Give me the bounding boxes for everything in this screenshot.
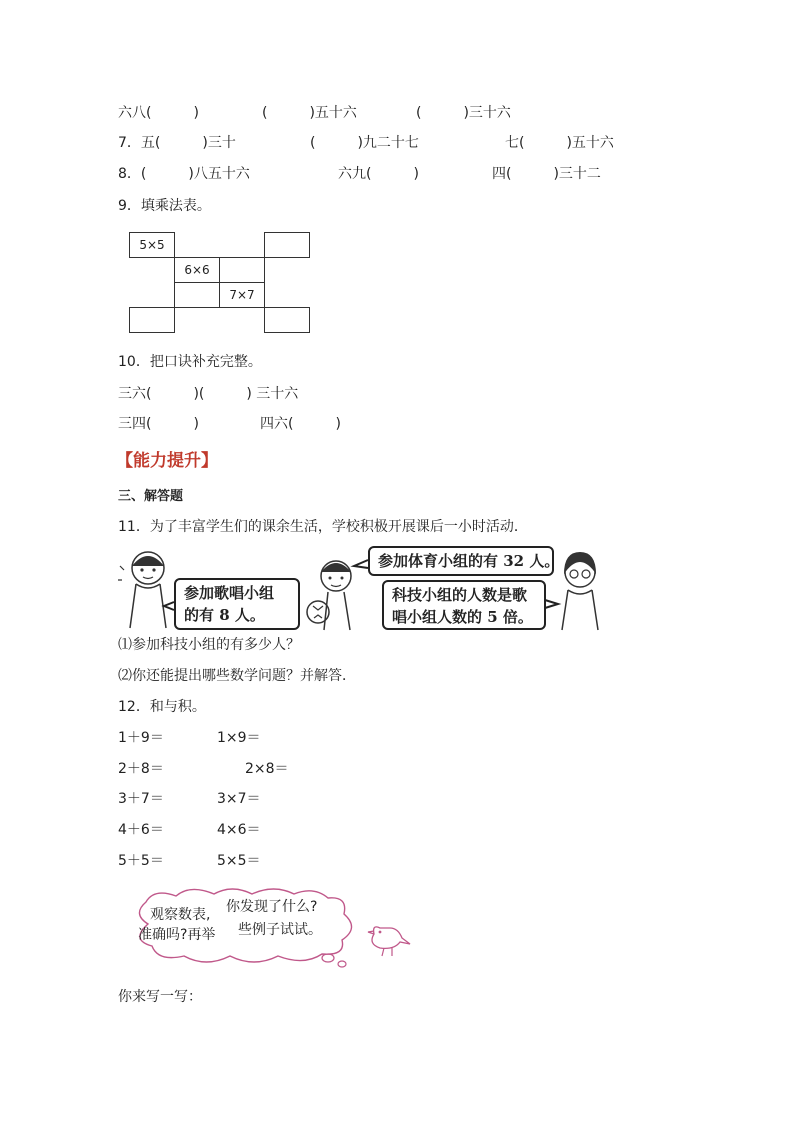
q6-col1: 六八( ) xyxy=(118,105,199,121)
cloud-text-4: 些例子试试。 xyxy=(238,922,322,938)
sum-row: 1＋9＝ xyxy=(118,730,164,746)
product-row: 3×7＝ xyxy=(217,791,261,807)
grid-cell-blank[interactable] xyxy=(219,257,265,283)
bubble-line: 的有 8 人。 xyxy=(184,606,265,624)
q9-prompt: 9．填乘法表。 xyxy=(118,198,211,214)
section-title: 【能力提升】 xyxy=(116,451,218,471)
q11-sub2: ⑵你还能提出哪些数学问题？并解答． xyxy=(118,668,356,684)
q11-prompt: 11．为了丰富学生们的课余生活，学校积极开展课后一小时活动． xyxy=(118,519,528,535)
hint-cloud xyxy=(128,884,418,970)
grid-cell-blank[interactable] xyxy=(174,282,220,308)
section-subtitle: 三、解答题 xyxy=(118,489,184,504)
q6-col3: ( )三十六 xyxy=(416,105,511,121)
speech-bubble-singing xyxy=(174,578,300,630)
grid-cell-5x5: 5×5 xyxy=(129,232,175,258)
speech-bubble-sports: 参加体育小组的有 32 人。 xyxy=(368,546,554,576)
sum-row: 3＋7＝ xyxy=(118,791,164,807)
grid-cell-blank[interactable] xyxy=(264,232,310,258)
product-row: 1×9＝ xyxy=(217,730,261,746)
sum-row: 5＋5＝ xyxy=(118,853,164,869)
grid-cell-6x6: 6×6 xyxy=(174,257,220,283)
q10-line2-left: 三四( ) xyxy=(118,416,199,432)
bubble-line: 唱小组人数的 5 倍。 xyxy=(392,608,533,626)
product-row: 5×5＝ xyxy=(217,853,261,869)
q10-line1: 三六( )( ) 三十六 xyxy=(118,386,299,402)
q10-prompt: 10．把口诀补充完整。 xyxy=(118,354,262,370)
grid-cell-blank[interactable] xyxy=(264,307,310,333)
grid-cell-7x7: 7×7 xyxy=(219,282,265,308)
speech-bubble-science xyxy=(382,580,546,630)
q8-col2: 六九( ) xyxy=(338,166,419,182)
q7-col2: ( )九二十七 xyxy=(310,135,419,151)
product-row: 2×8＝ xyxy=(245,761,289,777)
cloud-text-3: 准确吗?再举 xyxy=(138,927,216,943)
q11-illustration xyxy=(118,540,608,632)
cloud-text-1: 观察数表, xyxy=(150,907,211,923)
q6-col2: ( )五十六 xyxy=(262,105,357,121)
q11-sub1: ⑴参加科技小组的有多少人？ xyxy=(118,637,300,653)
q7-col3: 七( )五十六 xyxy=(505,135,614,151)
q8-col1: 8．( )八五十六 xyxy=(118,166,250,182)
grid-cell-blank[interactable] xyxy=(129,307,175,333)
q12-prompt: 12．和与积。 xyxy=(118,699,206,715)
sum-row: 2＋8＝ xyxy=(118,761,164,777)
cloud-text-2: 你发现了什么? xyxy=(226,899,318,915)
q10-line2-right: 四六( ) xyxy=(260,416,341,432)
q7-col1: 7．五( )三十 xyxy=(118,135,236,151)
bubble-line: 科技小组的人数是歌 xyxy=(392,586,528,604)
q8-col3: 四( )三十二 xyxy=(492,166,601,182)
sum-row: 4＋6＝ xyxy=(118,822,164,838)
product-row: 4×6＝ xyxy=(217,822,261,838)
bubble-line: 参加歌唱小组 xyxy=(184,584,275,602)
write-prompt: 你来写一写： xyxy=(118,989,202,1005)
